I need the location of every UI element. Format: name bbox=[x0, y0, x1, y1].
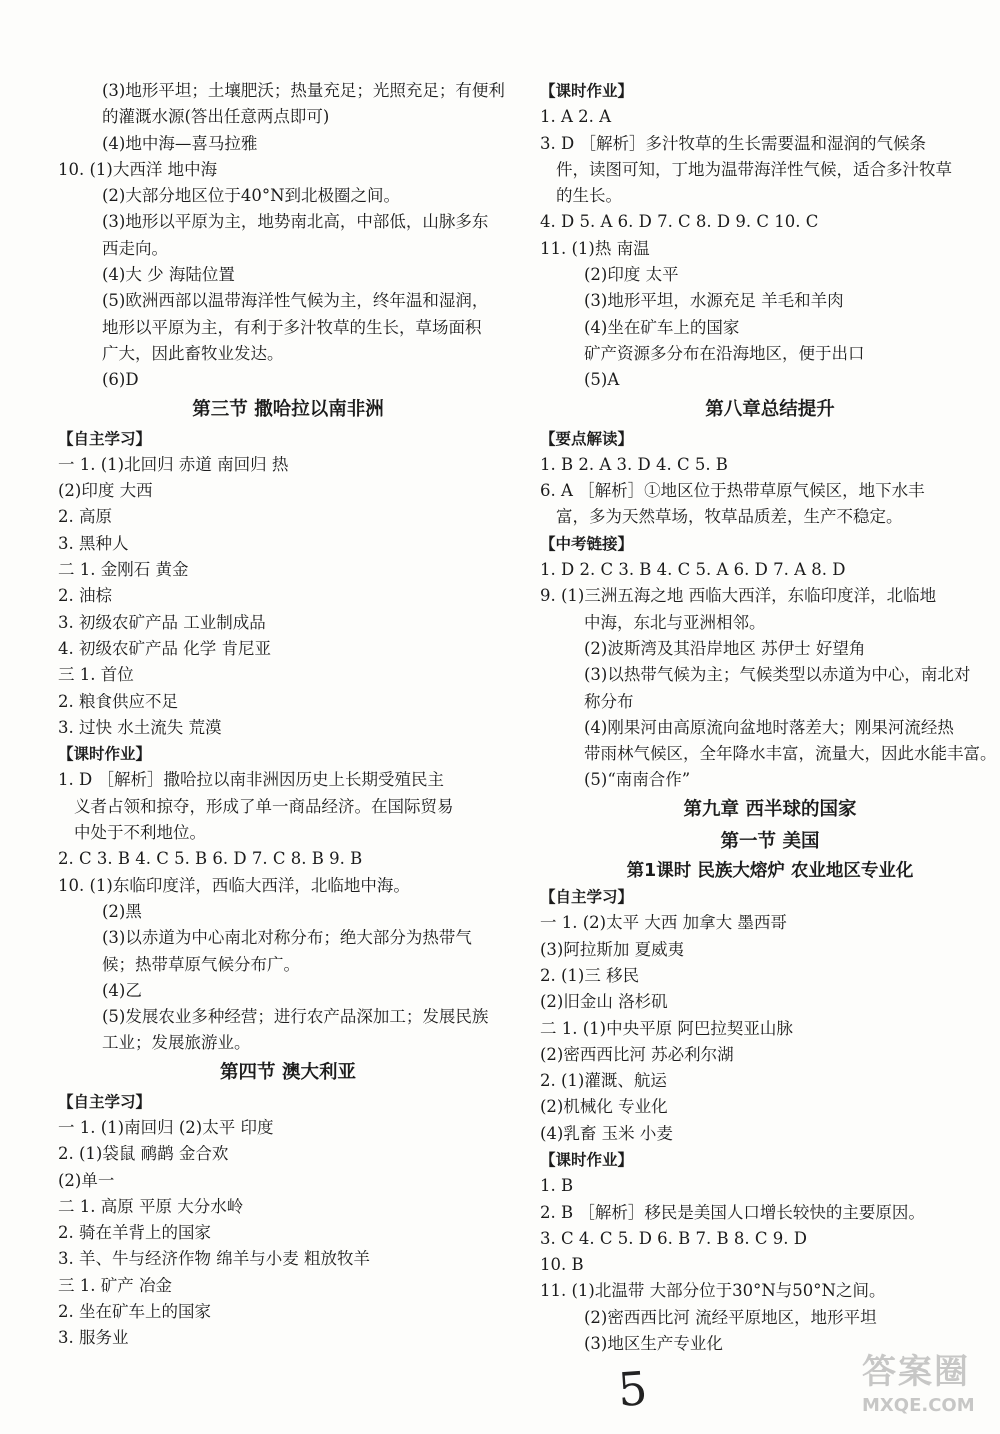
answer-line: (4)地中海—喜马拉雅 bbox=[102, 133, 258, 153]
answer-line: 2. 骑在羊背上的国家 bbox=[58, 1223, 211, 1243]
answer-line: (3)阿拉斯加 夏威夷 bbox=[540, 939, 685, 959]
answer-line: (2)机械化 专业化 bbox=[540, 1097, 668, 1117]
answer-line: 三 1. 首位 bbox=[58, 665, 134, 685]
section-label: 【要点解读】 bbox=[540, 429, 634, 448]
answer-line: 3. 黑种人 bbox=[58, 533, 129, 553]
answer-line: 2. 高原 bbox=[58, 507, 112, 527]
answer-line: 工业；发展旅游业。 bbox=[102, 1033, 251, 1053]
answer-line: (3)地区生产专业化 bbox=[584, 1334, 723, 1354]
answer-line: 候；热带草原气候分布广。 bbox=[102, 954, 300, 974]
answer-line: (5)欧洲西部以温带海洋性气候为主，终年温和湿润， bbox=[102, 291, 489, 311]
section-label: 【中考链接】 bbox=[540, 534, 634, 553]
answer-line: 3. C 4. C 5. D 6. B 7. B 8. C 9. D bbox=[540, 1228, 807, 1248]
answer-line: 称分布 bbox=[584, 691, 634, 711]
watermark-logo bbox=[862, 1344, 988, 1426]
answer-line: 义者占领和掠夺，形成了单一商品经济。在国际贸易 bbox=[74, 796, 454, 816]
section-heading: 第一节 美国 bbox=[720, 830, 820, 852]
answer-line: 二 1. 金刚石 黄金 bbox=[58, 560, 189, 580]
answer-line: 的灌溉水源(答出任意两点即可) bbox=[102, 107, 330, 127]
answer-line: 9. (1)三洲五海之地 西临大西洋，东临印度洋，北临地 bbox=[540, 586, 937, 606]
page-number: 5 bbox=[616, 1361, 650, 1417]
section-label: 【自主学习】 bbox=[58, 429, 152, 448]
answer-line: (3)以热带气候为主；气候类型以赤道为中心，南北对 bbox=[584, 665, 971, 685]
section-heading: 第四节 澳大利亚 bbox=[220, 1061, 356, 1083]
section-heading: 第三节 撒哈拉以南非洲 bbox=[192, 398, 384, 420]
section-heading: 第九章 西半球的国家 bbox=[683, 798, 857, 820]
answer-line: 2. 坐在矿车上的国家 bbox=[58, 1302, 211, 1322]
answer-line: 的生长。 bbox=[556, 186, 622, 206]
answer-line: (2)印度 大西 bbox=[58, 481, 153, 501]
answer-line: 3. 过快 水土流失 荒漠 bbox=[58, 717, 222, 737]
answer-line: 3. 初级农矿产品 工业制成品 bbox=[58, 612, 266, 632]
answer-line: 1. D 2. C 3. B 4. C 5. A 6. D 7. A 8. D bbox=[540, 560, 846, 580]
answer-line: (3)地形以平原为主，地势南北高，中部低，山脉多东 bbox=[102, 212, 489, 232]
answer-line: (2)旧金山 洛杉矶 bbox=[540, 992, 668, 1012]
answer-line: (5)A bbox=[584, 370, 620, 390]
answer-line: 1. B bbox=[540, 1176, 574, 1196]
answer-line: (2)波斯湾及其沿岸地区 苏伊士 好望角 bbox=[584, 638, 866, 658]
answer-line: 1. B 2. A 3. D 4. C 5. B bbox=[540, 454, 728, 474]
answer-line: (2)大部分地区位于40°N到北极圈之间。 bbox=[102, 186, 401, 206]
answer-line: (3)以赤道为中心南北对称分布；绝大部分为热带气 bbox=[102, 928, 472, 948]
answer-line: 2. (1)袋鼠 鸸鹋 金合欢 bbox=[58, 1144, 229, 1164]
answer-line: 二 1. 高原 平原 大分水岭 bbox=[58, 1196, 244, 1216]
watermark-text: 答案圈 bbox=[862, 1352, 970, 1392]
answer-line: 4. 初级农矿产品 化学 肯尼亚 bbox=[58, 638, 271, 658]
answer-line: 1. A 2. A bbox=[540, 107, 612, 127]
answer-line: 西走向。 bbox=[102, 238, 168, 258]
answer-line: (2)密西西比河 苏必利尔湖 bbox=[540, 1044, 734, 1064]
section-heading: 第八章总结提升 bbox=[705, 398, 835, 420]
lesson-heading: 第1课时 民族大熔炉 农业地区专业化 bbox=[626, 860, 914, 881]
answer-line: 中处于不利地位。 bbox=[74, 823, 206, 843]
answer-line: (3)地形平坦，水源充足 羊毛和羊肉 bbox=[584, 291, 844, 311]
answer-line: (4)乙 bbox=[102, 980, 142, 1000]
answer-line: 3. 服务业 bbox=[58, 1328, 129, 1348]
answer-line: 3. 羊、牛与经济作物 绵羊与小麦 粗放牧羊 bbox=[58, 1249, 370, 1269]
answer-line: 二 1. (1)中央平原 阿巴拉契亚山脉 bbox=[540, 1018, 793, 1038]
watermark-url: MXQE.COM bbox=[862, 1395, 975, 1416]
answer-line: 10. (1)东临印度洋，西临大西洋，北临地中海。 bbox=[58, 875, 410, 895]
answer-line: (4)刚果河由高原流向盆地时落差大；刚果河流经热 bbox=[584, 717, 954, 737]
answer-line: 三 1. 矿产 冶金 bbox=[58, 1275, 172, 1295]
answer-line: 1. D ［解析］撒哈拉以南非洲因历史上长期受殖民主 bbox=[58, 770, 444, 790]
answer-line: (5)发展农业多种经营；进行农产品深加工；发展民族 bbox=[102, 1007, 489, 1027]
answer-line: 6. A ［解析］①地区位于热带草原气候区，地下水丰 bbox=[540, 481, 925, 501]
answer-line: 10. (1)大西洋 地中海 bbox=[58, 159, 218, 179]
answer-line: 中海，东北与亚洲相邻。 bbox=[584, 612, 766, 632]
answer-line: 2. B ［解析］移民是美国人口增长较快的主要原因。 bbox=[540, 1202, 925, 1222]
answer-line: 富，多为天然草场，牧草品质差，生产不稳定。 bbox=[556, 507, 903, 527]
answer-line: (6)D bbox=[102, 370, 139, 390]
answer-line: 件，读图可知，丁地为温带海洋性气候，适合多汁牧草 bbox=[556, 159, 952, 179]
answer-line: 带雨林气候区，全年降水丰富，流量大，因此水能丰富。 bbox=[584, 744, 997, 764]
section-label: 【自主学习】 bbox=[540, 888, 634, 907]
answer-line: 地形以平原为主，有利于多汁牧草的生长，草场面积 bbox=[102, 317, 482, 337]
answer-line: (2)黑 bbox=[102, 901, 142, 921]
section-label: 【课时作业】 bbox=[540, 82, 634, 100]
answer-line: 2. (1)灌溉、航运 bbox=[540, 1071, 667, 1091]
right-column bbox=[540, 78, 1000, 1357]
answer-line: (4)坐在矿车上的国家 bbox=[584, 317, 740, 337]
answer-line: 2. (1)三 移民 bbox=[540, 965, 640, 985]
answer-line: 矿产资源多分布在沿海地区，便于出口 bbox=[584, 343, 865, 363]
section-label: 【课时作业】 bbox=[58, 745, 152, 764]
answer-line: 11. (1)北温带 大部分位于30°N与50°N之间。 bbox=[540, 1281, 886, 1301]
section-label: 【自主学习】 bbox=[58, 1092, 152, 1111]
answer-line: (3)地形平坦；土壤肥沃；热量充足；光照充足；有便利 bbox=[102, 81, 505, 100]
answer-line: (2)单一 bbox=[58, 1170, 115, 1190]
left-column bbox=[58, 78, 518, 1352]
section-label: 【课时作业】 bbox=[540, 1150, 634, 1169]
answer-line: 10. B bbox=[540, 1255, 584, 1275]
answer-line: 2. 油棕 bbox=[58, 586, 112, 606]
answer-line: 2. C 3. B 4. C 5. B 6. D 7. C 8. B 9. B bbox=[58, 849, 363, 869]
answer-line: 11. (1)热 南温 bbox=[540, 238, 650, 258]
answer-line: (4)大 少 海陆位置 bbox=[102, 265, 235, 285]
answer-line: (5)“南南合作” bbox=[584, 770, 691, 790]
answer-line: 一 1. (1)南回归 (2)太平 印度 bbox=[58, 1117, 274, 1137]
answer-line: (4)乳畜 玉米 小麦 bbox=[540, 1123, 673, 1143]
answer-line: 2. 粮食供应不足 bbox=[58, 691, 178, 711]
answer-line: (2)印度 太平 bbox=[584, 265, 679, 285]
answer-line: 广大，因此畜牧业发达。 bbox=[102, 343, 284, 363]
answer-line: 一 1. (1)北回归 赤道 南回归 热 bbox=[58, 454, 289, 474]
answer-line: 4. D 5. A 6. D 7. C 8. D 9. C 10. C bbox=[540, 212, 819, 232]
answer-line: (2)密西西比河 流经平原地区，地形平坦 bbox=[584, 1307, 877, 1327]
answer-line: 一 1. (2)太平 大西 加拿大 墨西哥 bbox=[540, 913, 787, 933]
answer-line: 3. D ［解析］多汁牧草的生长需要温和湿润的气候条 bbox=[540, 133, 926, 153]
